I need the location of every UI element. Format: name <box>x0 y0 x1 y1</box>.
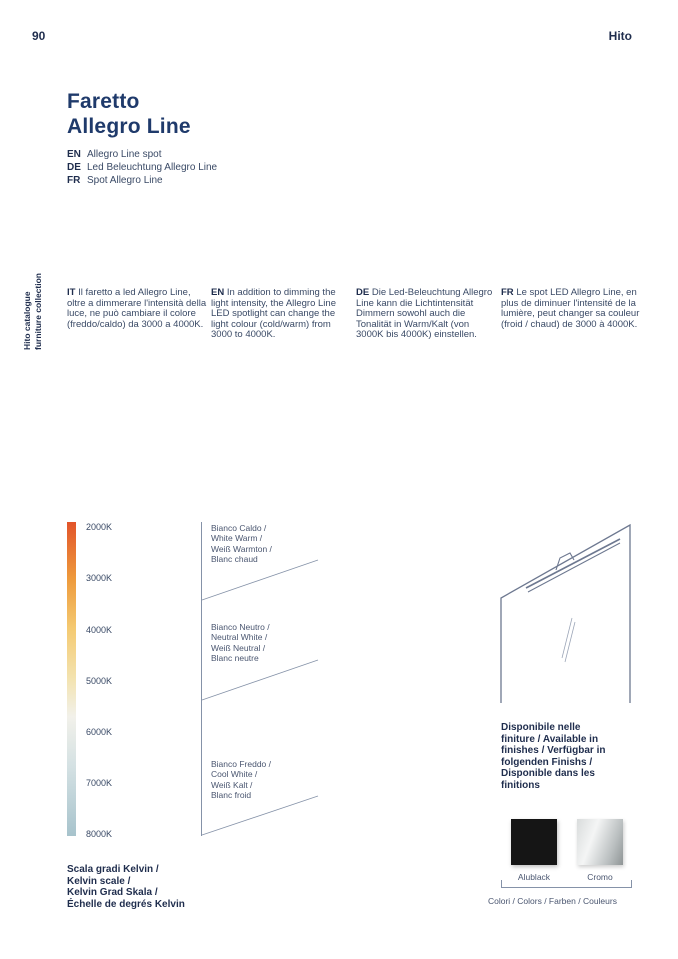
spotlight-bar <box>526 539 620 588</box>
kelvin-scale-caption: Scala gradi Kelvin / Kelvin scale / Kelvin Grad Skala / Échelle de degrés Kelvin <box>67 864 185 910</box>
subtitle-de: DE Led Beleuchtung Allegro Line <box>67 162 218 173</box>
divider-neutral <box>202 660 318 700</box>
subtitle-fr: FR Spot Allegro Line <box>67 175 163 186</box>
title-line2: Allegro Line <box>67 115 191 138</box>
mirror-reflection-2 <box>565 622 575 662</box>
divider-cold <box>202 796 318 835</box>
tone-neutral-label: Bianco Neutro / Neutral White / Weiß Neutral / Blanc neutre <box>211 622 270 663</box>
spotlight-bar-lower <box>528 543 620 592</box>
kelvin-label-6000: 6000K <box>86 727 113 737</box>
brand-name: Hito <box>608 29 632 43</box>
mirror-outline <box>501 525 630 703</box>
kelvin-gradient-bar <box>67 522 76 836</box>
product-title <box>67 89 191 139</box>
tone-cold-label: Bianco Freddo / Cool White / Weiß Kalt / Blanc froid <box>211 759 272 800</box>
tone-warm-label: Bianco Caldo / White Warm / Weiß Warmton / Blanc chaud <box>211 523 272 564</box>
subtitle-list <box>67 148 217 187</box>
swatch-alublack <box>511 819 557 865</box>
description-it: IT Il faretto a led Allegro Line, oltre a dimmerare l'intensità della luce, ne può cambiare il colore (freddo/caldo) da 3000 a 4000K. <box>67 287 207 330</box>
finishes-title: Disponibile nelle finiture / Available in finishes / Verfügbar in folgenden Finishs / Disponible dans les finitions <box>501 722 606 791</box>
colors-caption: Colori / Colors / Farben / Couleurs <box>488 896 617 906</box>
swatch-label-cromo: Cromo <box>570 872 630 882</box>
description-en: EN In addition to dimming the light intensity, the Allegro Line LED spotlight can change the light colour (cold/warm) from 3000 to 4000K. <box>211 287 336 340</box>
mirror-spotlight-illustration <box>496 520 636 710</box>
kelvin-label-5000: 5000K <box>86 676 113 686</box>
description-de: DE Die Led-Beleuchtung Allegro Line kann die Lichtintensität Dimmern sowohl auch die Tonalität in Warm/Kalt (von 3000K bis 4000K) einstellen. <box>356 287 493 340</box>
subtitle-en: EN Allegro Line spot <box>67 149 162 160</box>
kelvin-label-4000: 4000K <box>86 625 113 635</box>
kelvin-label-7000: 7000K <box>86 778 113 788</box>
kelvin-label-8000: 8000K <box>86 829 113 839</box>
page-number: 90 <box>32 29 46 43</box>
divider-warm <box>202 560 318 600</box>
kelvin-label-2000: 2000K <box>86 522 113 532</box>
mirror-reflection-1 <box>562 618 572 658</box>
title-line1: Faretto <box>67 90 140 113</box>
kelvin-label-3000: 3000K <box>86 573 113 583</box>
description-fr: FR Le spot LED Allegro Line, en plus de diminuer l'intensité de la lumière, peut changer sa couleur (froid / chaud) de 3000 à 4000K. <box>501 287 640 330</box>
side-label <box>22 273 44 350</box>
side-label-line2: furniture collection <box>33 273 43 350</box>
side-label-line1: Hito catalogue <box>22 291 32 350</box>
swatch-cromo <box>577 819 623 865</box>
swatch-label-alublack: Alublack <box>504 872 564 882</box>
